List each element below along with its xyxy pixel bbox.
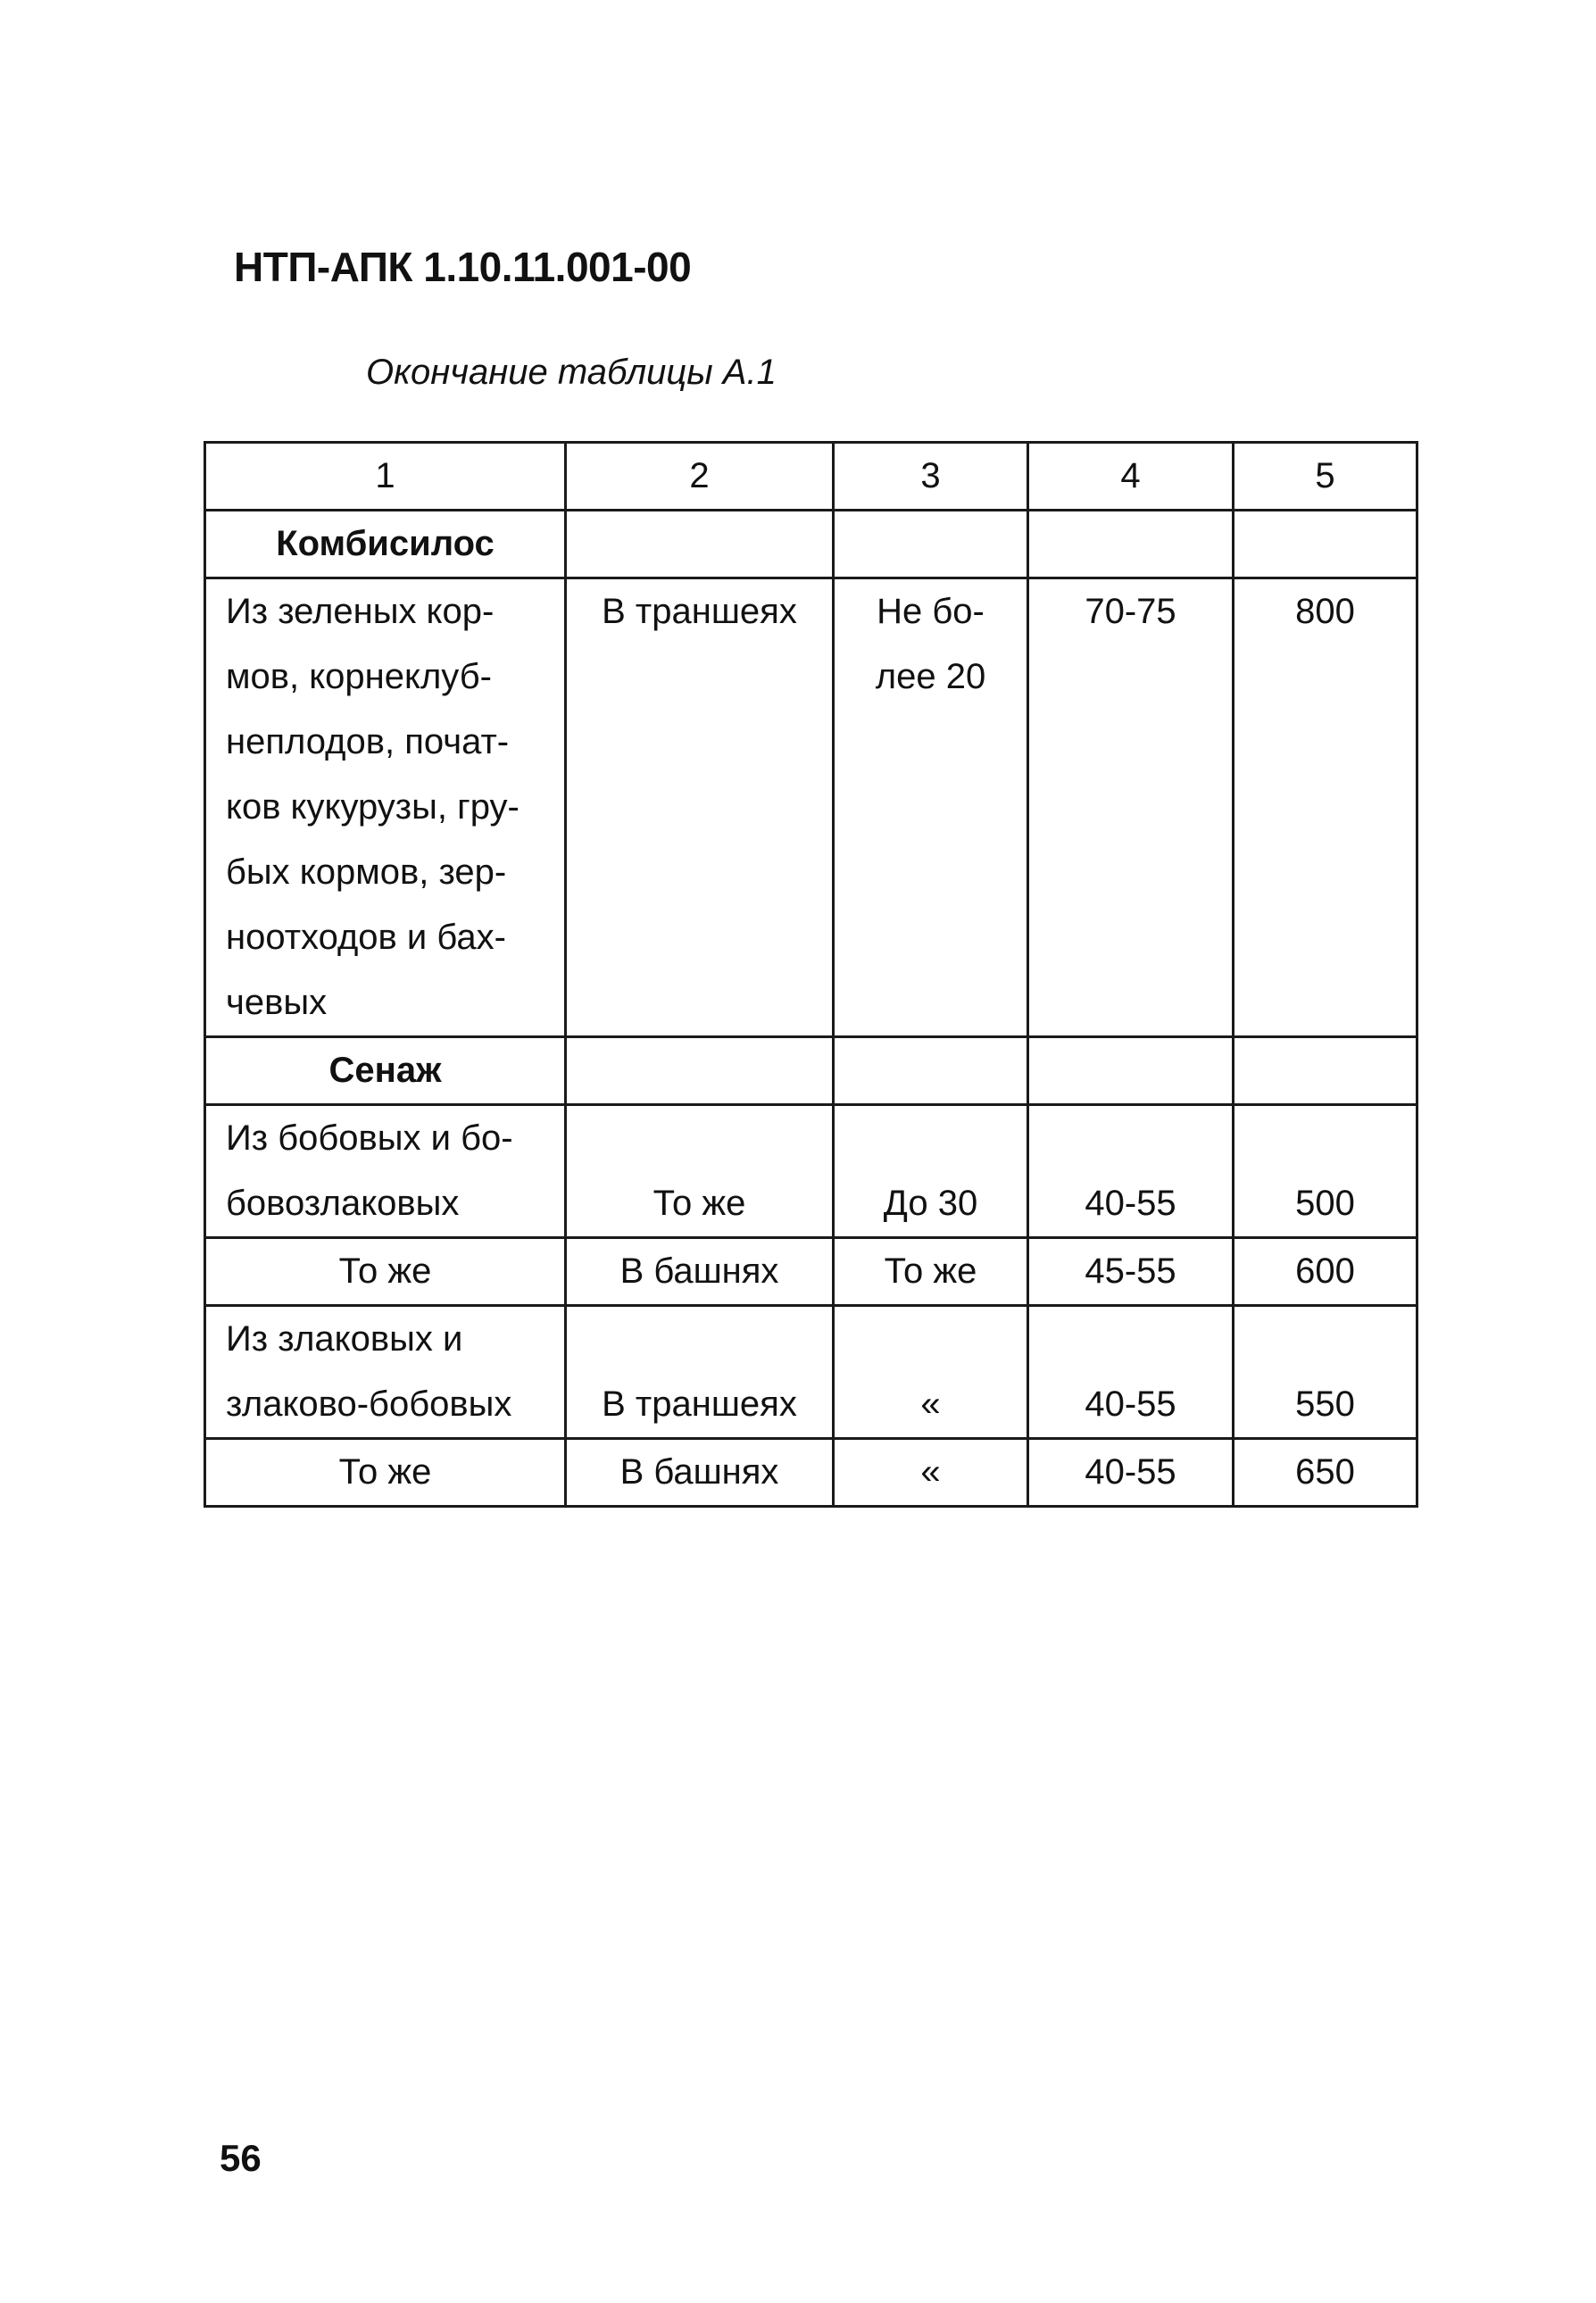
value5-cell: 500 — [1234, 1105, 1417, 1238]
table-row — [205, 1306, 1417, 1439]
page-number: 56 — [220, 2137, 262, 2179]
storage-cell: В башнях — [566, 1238, 834, 1306]
value3-cell: То же — [834, 1238, 1028, 1306]
value3-cell: Не бо- лее 20 — [834, 578, 1028, 1037]
feed-name-cell: Из зеленых кор- мов, корнеклуб- неплодов, почат- ков кукурузы, гру- бых кормов, зер- ноотходов и бах- чевых — [205, 578, 566, 1037]
storage-cell: То же — [566, 1105, 834, 1238]
feed-name-cell: То же — [205, 1439, 566, 1507]
feed-name-cell: То же — [205, 1238, 566, 1306]
table-row — [205, 1238, 1417, 1306]
feed-storage-table — [204, 441, 1418, 1508]
value3-cell: До 30 — [834, 1105, 1028, 1238]
column-number-2: 2 — [566, 443, 834, 511]
value4-cell: 45-55 — [1028, 1238, 1234, 1306]
feed-name-cell: Из бобовых и бо- бовозлаковых — [205, 1105, 566, 1238]
value5-cell: 600 — [1234, 1238, 1417, 1306]
feed-name-cell: Из злаковых и злаково-бобовых — [205, 1306, 566, 1439]
value5-cell: 800 — [1234, 578, 1417, 1037]
value4-cell: 40-55 — [1028, 1105, 1234, 1238]
section-row-senazh — [205, 1037, 1417, 1105]
value3-cell: « — [834, 1439, 1028, 1507]
value5-cell: 550 — [1234, 1306, 1417, 1439]
document-code: НТП-АПК 1.10.11.001-00 — [234, 244, 692, 290]
section-row-kombisilos — [205, 511, 1417, 578]
storage-cell: В траншеях — [566, 578, 834, 1037]
column-number-5: 5 — [1234, 443, 1417, 511]
column-number-1: 1 — [205, 443, 566, 511]
table-row — [205, 1439, 1417, 1507]
value4-cell: 40-55 — [1028, 1306, 1234, 1439]
table-caption: Окончание таблицы А.1 — [366, 353, 777, 392]
column-number-3: 3 — [834, 443, 1028, 511]
table-header-row — [205, 443, 1417, 511]
section-title: Комбисилос — [205, 511, 566, 578]
value4-cell: 70-75 — [1028, 578, 1234, 1037]
table-row — [205, 1105, 1417, 1238]
value3-cell: « — [834, 1306, 1028, 1439]
storage-cell: В траншеях — [566, 1306, 834, 1439]
value5-cell: 650 — [1234, 1439, 1417, 1507]
column-number-4: 4 — [1028, 443, 1234, 511]
table-row — [205, 578, 1417, 1037]
section-title: Сенаж — [205, 1037, 566, 1105]
value4-cell: 40-55 — [1028, 1439, 1234, 1507]
storage-cell: В башнях — [566, 1439, 834, 1507]
